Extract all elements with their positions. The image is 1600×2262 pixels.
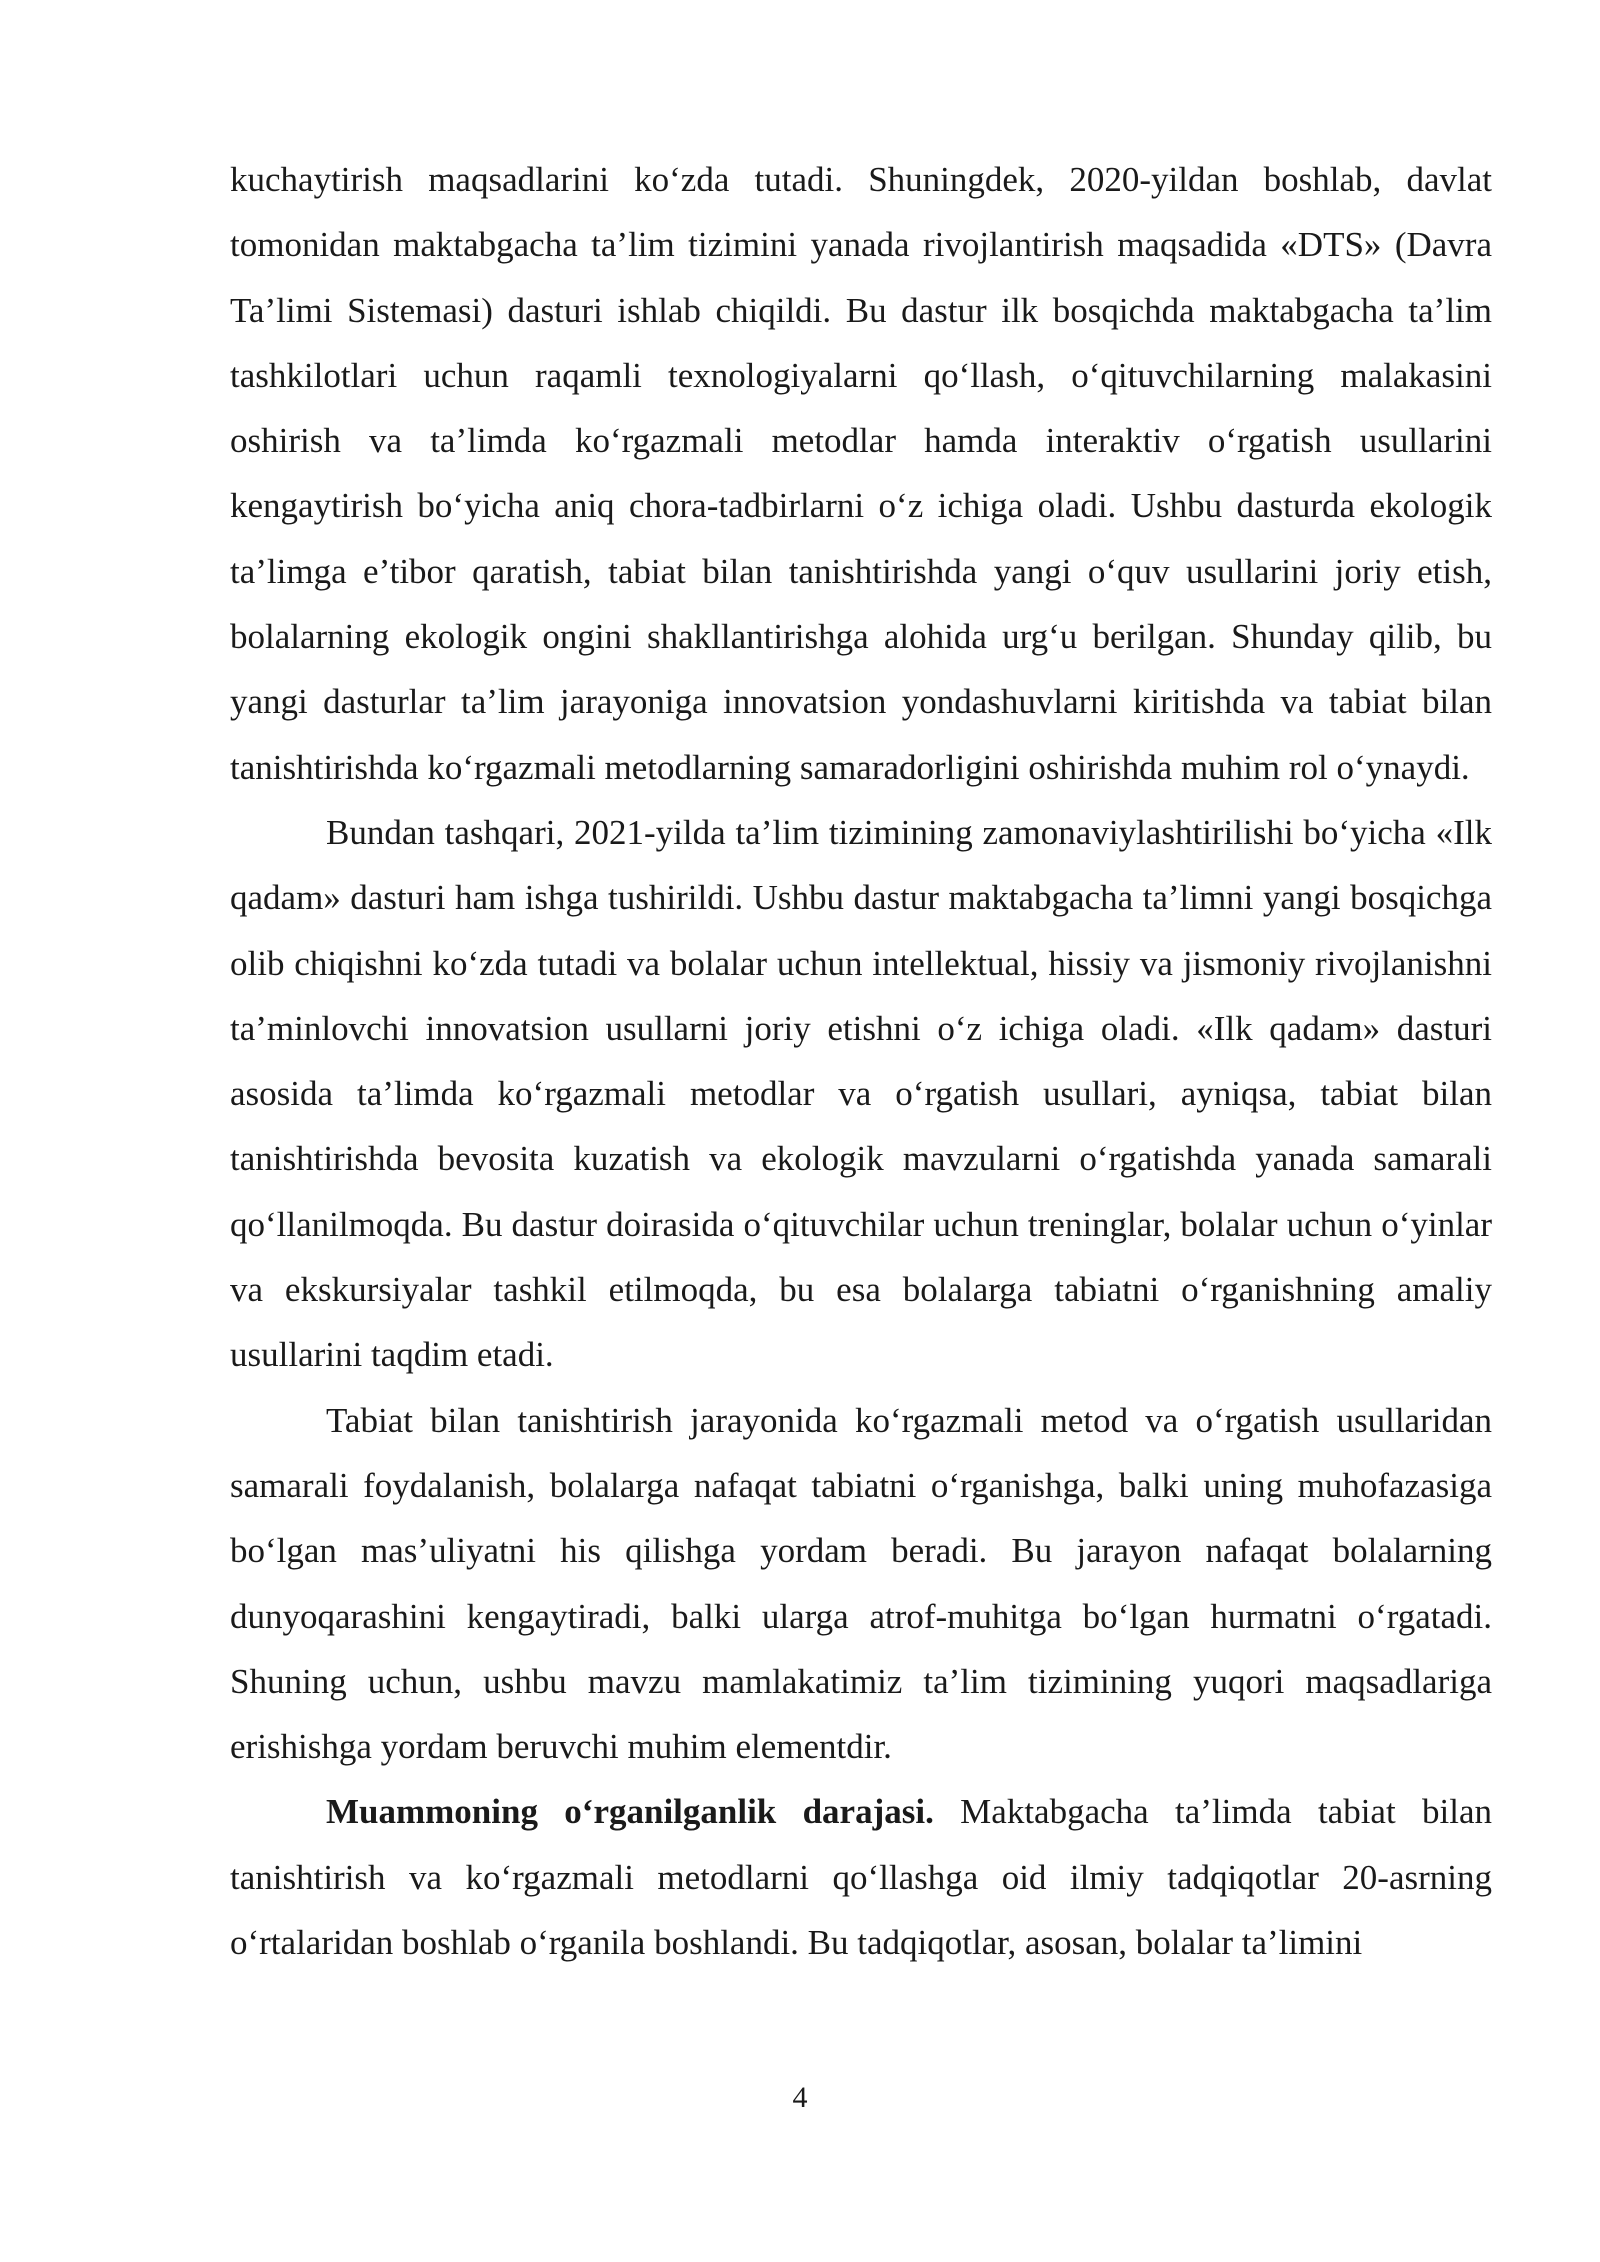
paragraph-3: Tabiat bilan tanishtirish jarayonida ko‘rgazmali metod va o‘rgatish usullaridan samarali foydalanish, bolalarga nafaqat tabiatni o‘rganishga, balki uning muhofazasiga bo‘lgan mas’uliyatni his qilishga yordam beradi. Bu jarayon nafaqat bolalarning dunyoqarashini kengaytiradi, balki ularga atrof-muhitga bo‘lgan hurmatni o‘rgatadi. Shuning uchun, ushbu mavzu mamlakatimiz ta’lim tizimining yuqori maqsadlariga erishishga yordam beruvchi muhim elementdir. [230, 1400, 1492, 1767]
paragraph-4 [230, 1779, 1492, 1975]
document-body [230, 147, 1492, 1975]
paragraph-4-text: Maktabgacha ta’limda tabiat bilan tanishtirish va ko‘rgazmali metodlarni qo‘llashga oid ilmiy tadqiqotlar 20-asrning o‘rtalaridan boshlab o‘rganila boshlandi. Bu tadqiqotlar, asosan, bolalar ta’limini [230, 1792, 1492, 1963]
paragraph-1: kuchaytirish maqsadlarini ko‘zda tutadi. Shuningdek, 2020-yildan boshlab, davlat tomonidan maktabgacha ta’lim tizimini yanada rivojlantirish maqsadida «DTS» (Davra Ta’limi Sistemasi) dasturi ishlab chiqildi. Bu dastur ilk bosqichda maktabgacha ta’lim tashkilotlari uchun raqamli texnologiyalarni qo‘llash, o‘qituvchilarning malakasini oshirish va ta’limda ko‘rgazmali metodlar hamda interaktiv o‘rgatish usullarini kengaytirish bo‘yicha aniq chora-tadbirlarni o‘z ichiga oladi. Ushbu dasturda ekologik ta’limga e’tibor qaratish, tabiat bilan tanishtirishda yangi o‘quv usullarini joriy etish, bolalarning ekologik ongini shakllantirishga alohida urg‘u berilgan. Shunday qilib, bu yangi dasturlar ta’lim jarayoniga innovatsion yondashuvlarni kiritishda va tabiat bilan tanishtirishda ko‘rgazmali metodlarning samaradorligini oshirishda muhim rol o‘ynaydi. [230, 160, 1492, 787]
paragraph-2: Bundan tashqari, 2021-yilda ta’lim tizimining zamonaviylashtirilishi bo‘yicha «Ilk qadam» dasturi ham ishga tushirildi. Ushbu dastur maktabgacha ta’limni yangi bosqichga olib chiqishni ko‘zda tutadi va bolalar uchun intellektual, hissiy va jismoniy rivojlanishni ta’minlovchi innovatsion usullarni joriy etishni o‘z ichiga oladi. «Ilk qadam» dasturi asosida ta’limda ko‘rgazmali metodlar va o‘rgatish usullari, ayniqsa, tabiat bilan tanishtirishda bevosita kuzatish va ekologik mavzularni o‘rgatishda yanada samarali qo‘llanilmoqda. Bu dastur doirasida o‘qituvchilar uchun treninglar, bolalar uchun o‘yinlar va ekskursiyalar tashkil etilmoqda, bu esa bolalarga tabiatni o‘rganishning amaliy usullarini taqdim etadi. [230, 812, 1492, 1375]
page-number: 4 [792, 2081, 808, 2114]
section-heading: Muammoning o‘rganilganlik darajasi. [326, 1792, 934, 1832]
